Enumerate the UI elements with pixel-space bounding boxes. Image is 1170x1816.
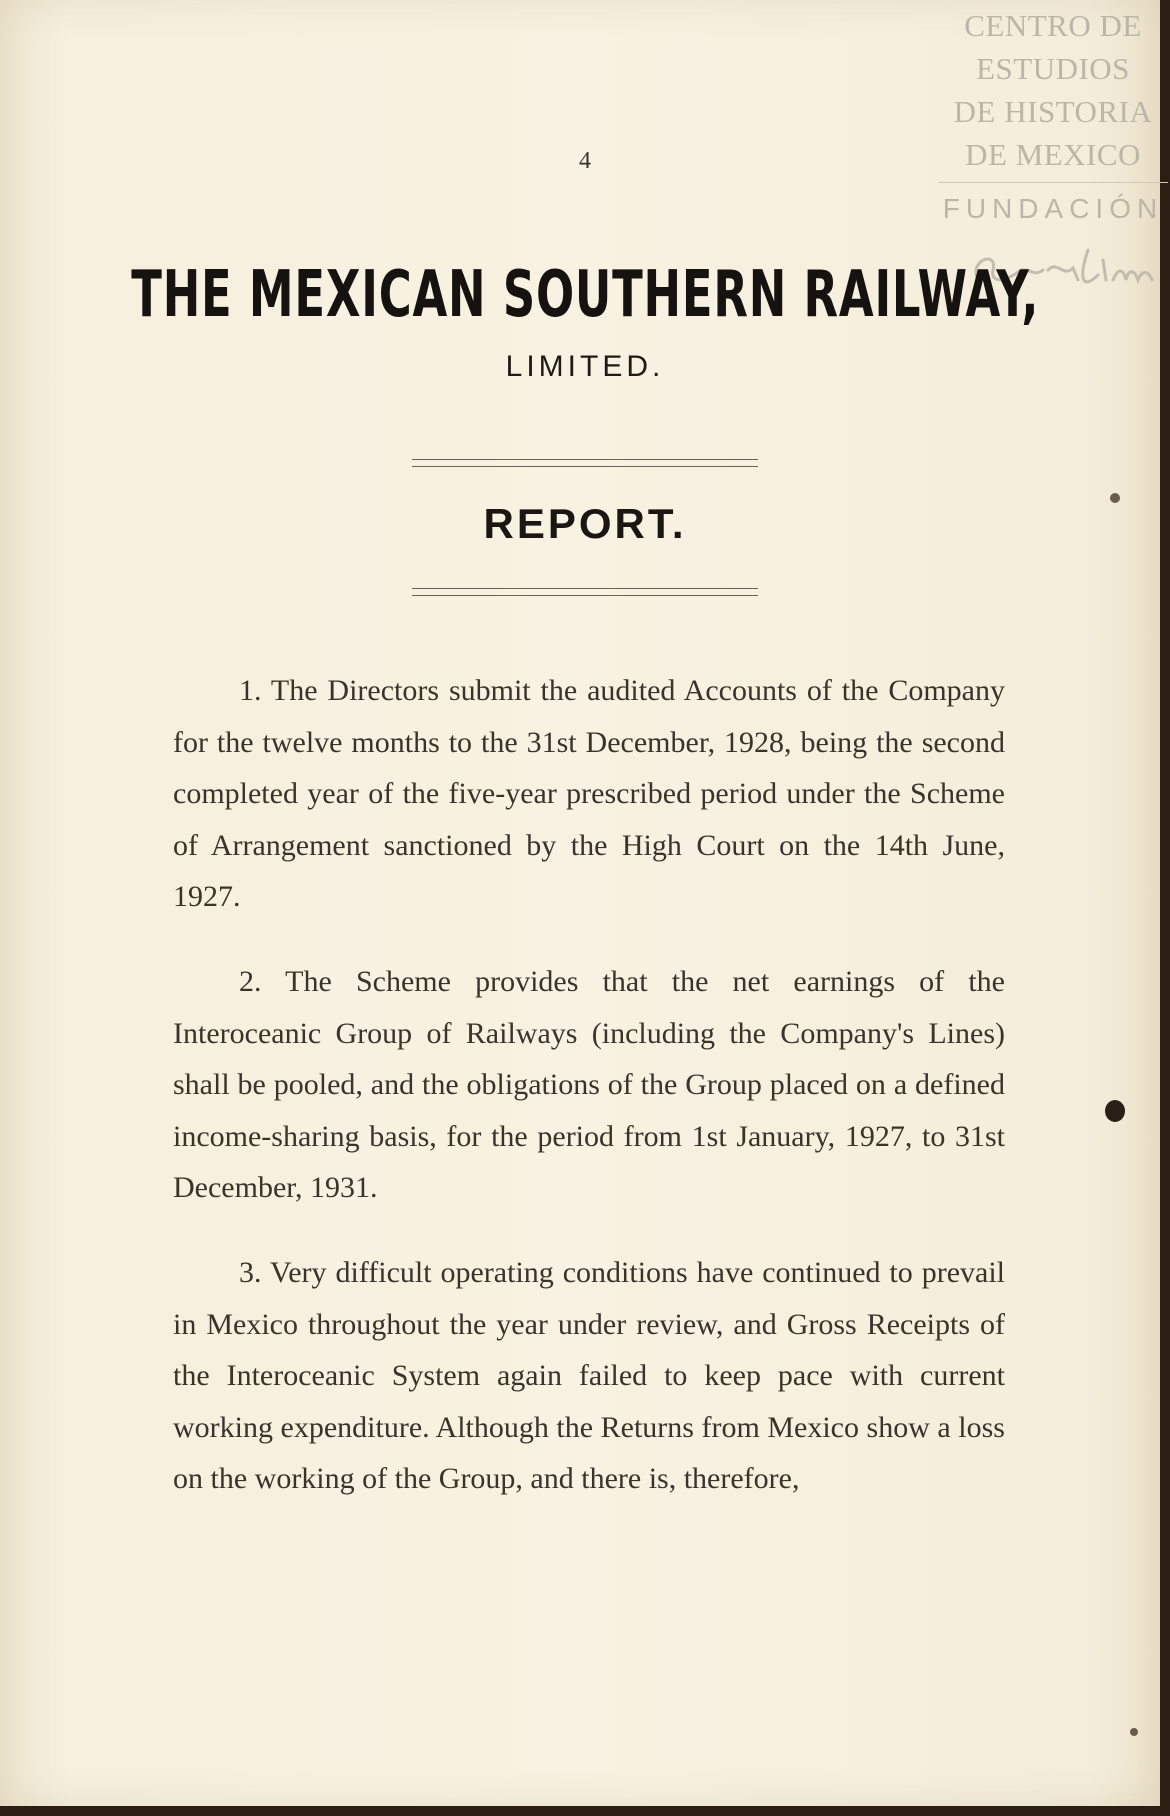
paragraph: 1. The Directors submit the audited Accounts of the Company for the twelve months to the 31st December, 1928, being the second completed year of the five-year prescribed period under the Scheme of Arrangement sanctioned by the High Court on the 14th June, 1927. (173, 674, 1005, 914)
section-heading: REPORT. (483, 500, 687, 547)
divider-top (412, 459, 758, 467)
stamp-line: DE HISTORIA (953, 94, 1153, 129)
page-edge-bottom (0, 1806, 1170, 1816)
divider-bottom (412, 588, 758, 596)
stamp-line: CENTRO DE (964, 8, 1142, 43)
stamp-line: DE MEXICO (965, 137, 1141, 172)
stamp-divider (938, 182, 1168, 183)
stamp-line: ESTUDIOS (976, 51, 1130, 86)
paper-blemish (1130, 1728, 1138, 1736)
archive-stamp (938, 4, 1168, 227)
stamp-foundation: FUNDACIÓN (942, 193, 1164, 224)
report-body (173, 665, 1005, 1538)
document-subtitle: LIMITED. (505, 350, 665, 383)
paragraph: 3. Very difficult operating conditions have continued to prevail in Mexico throughout the year under review, and Gross Receipts of the Interoceanic System again failed to keep pace with current working expenditure. Although the Returns from Mexico show a loss on the working of the Group, and there is, therefore, (173, 1255, 1005, 1496)
binding-hole (1105, 1100, 1125, 1122)
document-title: THE MEXICAN SOUTHERN RAILWAY, (131, 258, 1040, 332)
paper-blemish (1110, 493, 1120, 503)
page-number: 4 (579, 148, 591, 174)
paragraph: 2. The Scheme provides that the net earnings of the Interoceanic Group of Railways (including the Company's Lines) shall be pooled, and the obligations of the Group placed on a defined income-sharing basis, for the period from 1st January, 1927, to 31st December, 1931. (173, 964, 1005, 1205)
